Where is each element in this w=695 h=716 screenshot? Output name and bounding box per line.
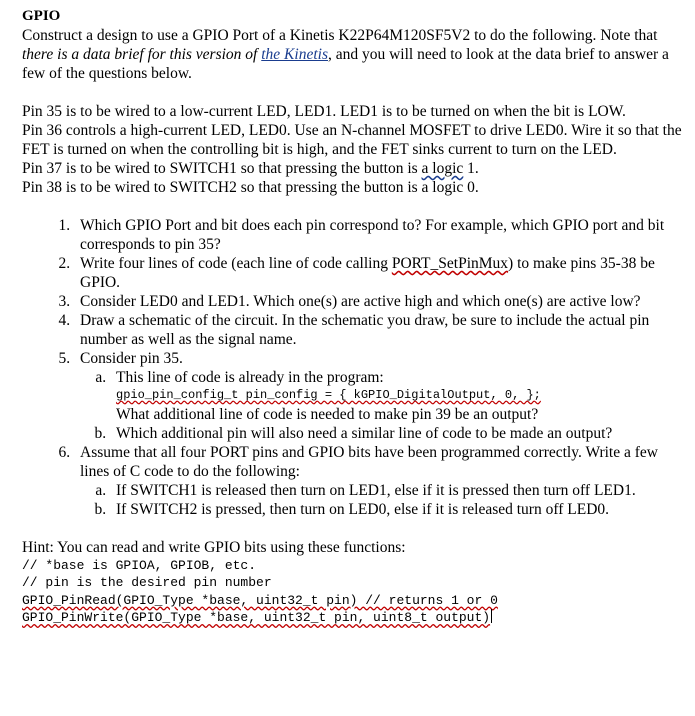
hint-code-block[interactable] (22, 557, 682, 627)
hint-code-line-4: GPIO_PinWrite(GPIO_Type *base, uint32_t pin, uint8_t output) (22, 610, 491, 625)
intro-text-2: , and you will need to look at the data brief to answer a few of the questions below. (22, 46, 669, 82)
question-1: 1. Which GPIO Port and bit does each pin correspond to? For example, which GPIO port and bit corresponds to pin 35? (74, 216, 682, 254)
intro-paragraph (22, 26, 682, 83)
question-5: 5. Consider pin 35. a. This line of code is already in the program: gpio_pin_config_t pin_config = { kGPIO_DigitalOutput, 0, }; What additional line of code is needed to make pin 39 be an output? b. Which additional pin will also need a similar line of code to be made an output? (74, 349, 682, 443)
pin-config-code-line: gpio_pin_config_t pin_config = { kGPIO_DigitalOutput, 0, }; (116, 388, 541, 402)
pin37-text: Pin 37 is to be wired to SWITCH1 so that pressing the button is a logic 1. (22, 160, 479, 177)
question-list (22, 216, 682, 519)
question-5b: b. Which additional pin will also need a similar line of code to be made an output? (110, 424, 682, 443)
question-6b: b. If SWITCH2 is pressed, then turn on LED0, else if it is released turn off LED0. (110, 500, 682, 519)
port-setpinmux-function: PORT_SetPinMux (391, 255, 509, 272)
document-title: GPIO (22, 8, 61, 24)
question-2: 2. Write four lines of code (each line of code calling PORT_SetPinMux) to make pins 35-38 be GPIO. (74, 254, 682, 292)
pin35-text: Pin 35 is to be wired to a low-current LED, LED1. LED1 is to be turned on when the bit is LOW. (22, 103, 626, 120)
hint-code-line-2: // pin is the desired pin number (22, 575, 272, 590)
text-cursor (491, 609, 492, 623)
hint-code-line-1: // *base is GPIOA, GPIOB, etc. (22, 557, 257, 573)
question-5a: a. This line of code is already in the program: gpio_pin_config_t pin_config = { kGPIO_DigitalOutput, 0, }; What additional line of code is needed to make pin 39 be an output? (110, 368, 682, 424)
intro-text-1: Construct a design to use a GPIO Port of a Kinetis K22P64M120SF5V2 to do the following. Note that (22, 27, 658, 44)
pin38-text: Pin 38 is to be wired to SWITCH2 so that pressing the button is a logic 0. (22, 179, 479, 196)
question-4: 4. Draw a schematic of the circuit. In the schematic you draw, be sure to include the actual pin number as well as the signal name. (74, 311, 682, 349)
question-6: 6. Assume that all four PORT pins and GPIO bits have been programmed correctly. Write a few lines of C code to do the following: a. If SWITCH1 is released then turn on LED1, else if it is pressed then turn off LED1. b. If SWITCH2 is pressed, then turn on LED0, else if it is released turn off LED0. (74, 443, 682, 519)
hint-text: Hint: You can read and write GPIO bits using these functions: (22, 538, 406, 556)
question-5a-followup: What additional line of code is needed to make pin 39 be an output? (116, 405, 539, 423)
pin37-logic-underlined: a logic (421, 160, 464, 177)
document-page (22, 7, 682, 627)
hint-code-line-3: GPIO_PinRead(GPIO_Type *base, uint32_t pin) // returns 1 or 0 (22, 592, 498, 608)
question-6-sublist (80, 481, 682, 519)
pin36-text: Pin 36 controls a high-current LED, LED0. Use an N-channel MOSFET to drive LED0. Wire it so that the FET is turned on when the controlling bit is high, and the FET sinks current to turn on the LED. (22, 122, 682, 158)
question-6a: a. If SWITCH1 is released then turn on LED1, else if it is pressed then turn off LED1. (110, 481, 682, 500)
intro-italic: there is a data brief for this version of (22, 46, 262, 63)
question-5-sublist (80, 368, 682, 443)
kinetis-data-brief-link[interactable]: the Kinetis (261, 46, 328, 63)
question-3: 3. Consider LED0 and LED1. Which one(s) are active high and which one(s) are active low? (74, 292, 682, 311)
